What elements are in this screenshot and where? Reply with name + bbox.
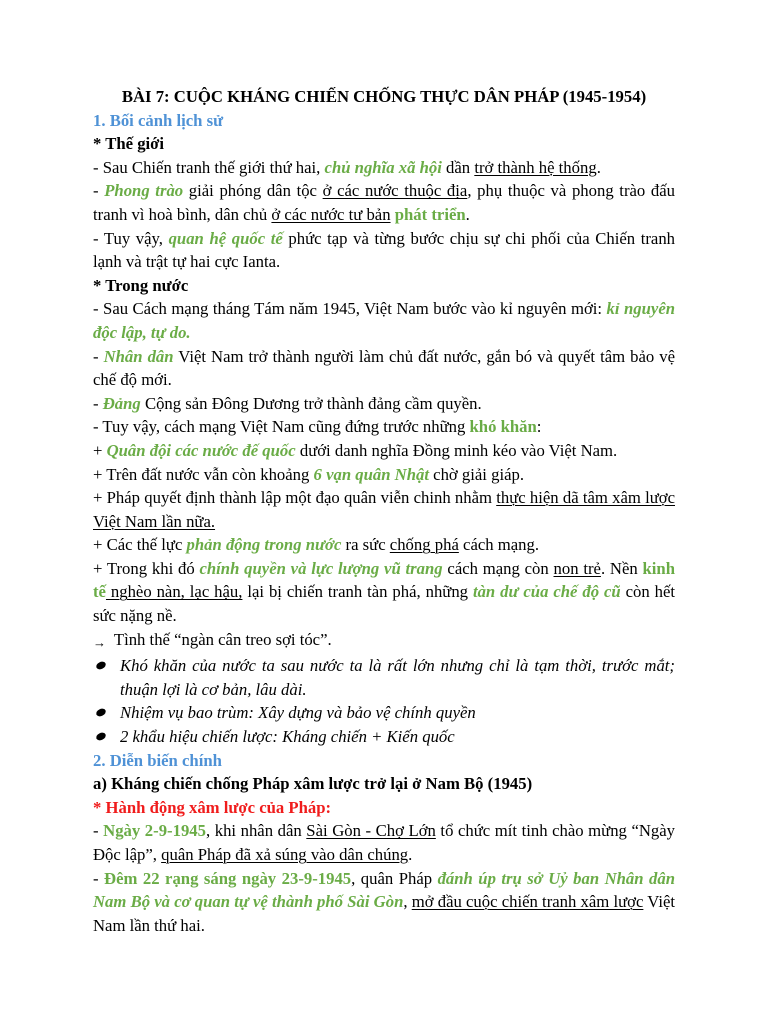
- text-run: 2 khẩu hiệu chiến lược: Kháng chiến + Kiến quốc: [120, 727, 455, 747]
- document-title: [93, 85, 675, 109]
- highlight-term: Đảng: [102, 393, 141, 413]
- text-run: -: [93, 346, 104, 366]
- text-run: Khó khăn của nước ta sau nước ta là rất lớn nhưng chỉ là tạm thời, trước mắt; thuận lợi là cơ bản, lâu dài.: [120, 656, 675, 699]
- underlined-phrase: quân Pháp đã xả súng vào dân chúng: [161, 845, 409, 864]
- highlight-term: Nhân dân: [103, 346, 174, 366]
- highlight-term: kỉ nguyên độc lập, tự do.: [93, 299, 676, 342]
- body-paragraph: [93, 819, 675, 866]
- text-run: +: [93, 440, 107, 460]
- text-run: -: [93, 181, 105, 201]
- text-run: Việt Nam lần thứ hai.: [93, 892, 676, 935]
- text-run: + Trong khi đó: [93, 558, 200, 578]
- text-run: tổ chức mít tinh chào mừng “Ngày Độc lập”,: [93, 821, 676, 864]
- highlight-term: phát triển: [394, 204, 466, 224]
- text-run: giải phóng dân tộc: [183, 181, 323, 201]
- text-run: . Nền: [600, 558, 643, 578]
- text-run: 1. Bối cảnh lịch sử: [93, 110, 224, 130]
- body-paragraph: [93, 439, 675, 463]
- bullet-icon: [95, 731, 107, 742]
- text-run: + Các thế lực: [93, 535, 187, 555]
- body-paragraph: [93, 179, 675, 226]
- text-run: .: [596, 157, 601, 177]
- bullet-icon: [95, 708, 107, 719]
- text-run: ,: [403, 892, 412, 912]
- highlight-term: Đêm 22 rạng sáng ngày 23-9-1945: [104, 868, 352, 888]
- text-run: phức tạp và từng bước chịu sự chi phối của Chiến tranh lạnh và trật tự hai cực Ianta.: [93, 228, 676, 272]
- text-run: - Sau Chiến tranh thế giới thứ hai,: [93, 157, 325, 177]
- text-run: cách mạng còn: [442, 558, 554, 578]
- text-run: - Tuy vậy,: [93, 228, 169, 248]
- text-run: BÀI 7: CUỘC KHÁNG CHIẾN CHỐNG THỰC DÂN PHÁP (1945-1954): [121, 87, 647, 106]
- text-run: , phụ thuộc và phong trào đấu tranh vì hoà bình, dân chủ: [93, 181, 675, 224]
- section-heading: [93, 749, 675, 773]
- body-paragraph: [93, 533, 675, 557]
- text-run: - Sau Cách mạng tháng Tám năm 1945, Việt Nam bước vào kỉ nguyên mới:: [93, 299, 607, 319]
- text-run: * Thế giới: [93, 134, 165, 154]
- highlight-term: chủ nghĩa xã hội: [324, 157, 442, 177]
- text-run: * Trong nước: [93, 275, 189, 295]
- underlined-phrase: nghèo nàn, lạc hậu,: [105, 582, 243, 602]
- body-paragraph: [93, 463, 675, 487]
- subsection-heading: [93, 274, 675, 298]
- highlight-term: phản động trong nước: [186, 535, 342, 555]
- text-run: còn hết sức nặng nề.: [93, 582, 675, 626]
- underlined-phrase: mở đầu cuộc chiến tranh xâm lược: [411, 892, 644, 912]
- subsection-heading: [93, 132, 675, 156]
- underlined-phrase: thực hiện dã tâm xâm lược Việt Nam lần nữa.: [93, 488, 675, 531]
- text-run: Nhiệm vụ bao trùm: Xây dựng và bảo vệ chính quyền: [120, 703, 476, 723]
- alert-heading: [93, 796, 675, 820]
- highlight-term: Phong trào: [104, 181, 184, 201]
- bullet-item: [93, 725, 675, 749]
- text-run: Việt Nam trở thành người làm chủ đất nước, gắn bó và quyết tâm bảo vệ chế độ mới.: [93, 346, 675, 390]
- section-heading: [93, 109, 675, 133]
- highlight-term: Ngày 2-9-1945: [103, 821, 206, 841]
- body-paragraph: [93, 297, 675, 344]
- underlined-phrase: Sài Gòn - Chợ Lớn: [306, 821, 436, 841]
- text-run: -: [93, 868, 105, 888]
- body-paragraph: [93, 557, 675, 628]
- bullet-item: [93, 654, 675, 701]
- text-run: + Pháp quyết định thành lập một đạo quân viễn chinh nhằm: [93, 488, 497, 508]
- body-paragraph: [93, 486, 675, 533]
- highlight-term: 6 vạn quân Nhật: [313, 464, 429, 484]
- body-paragraph: [93, 227, 675, 274]
- text-run: dưới danh nghĩa Đồng minh kéo vào Việt Nam.: [295, 440, 618, 460]
- text-run: :: [536, 417, 542, 437]
- text-run: * Hành động xâm lược của Pháp:: [93, 797, 332, 817]
- body-paragraph: [93, 156, 675, 180]
- text-run: -: [93, 821, 104, 841]
- text-run: Cộng sản Đông Dương trở thành đảng cầm quyền.: [140, 393, 482, 413]
- bullet-icon: [95, 660, 107, 671]
- arrow-icon: →: [93, 634, 106, 650]
- highlight-term: chính quyền và lực lượng vũ trang: [199, 558, 443, 578]
- text-run: Tình thế “ngàn cân treo sợi tóc”.: [110, 629, 332, 649]
- underlined-phrase: chống phá: [389, 535, 459, 555]
- text-run: ra sức: [341, 535, 390, 555]
- highlight-term: kinh tế: [93, 558, 675, 602]
- body-paragraph: [93, 392, 675, 416]
- text-run: dần: [441, 157, 475, 177]
- text-run: a) Kháng chiến chống Pháp xâm lược trở lại ở Nam Bộ (1945): [93, 774, 533, 794]
- underlined-phrase: ở các nước tư bản: [271, 204, 391, 224]
- text-run: -: [93, 393, 103, 413]
- text-run: cách mạng.: [458, 535, 540, 555]
- conclusion-line: [93, 628, 675, 655]
- bullet-item: [93, 701, 675, 725]
- text-run: .: [408, 845, 413, 864]
- text-run: lại bị chiến tranh tàn phá, những: [242, 582, 473, 602]
- text-run: chờ giải giáp.: [429, 464, 525, 484]
- body-paragraph: [93, 867, 675, 938]
- text-run: , khi nhân dân: [205, 821, 307, 841]
- document-body: [93, 85, 675, 937]
- highlight-term: quan hệ quốc tế: [168, 228, 283, 248]
- text-run: - Tuy vậy, cách mạng Việt Nam cũng đứng trước những: [93, 417, 470, 437]
- underlined-phrase: ở các nước thuộc địa: [322, 181, 468, 201]
- body-paragraph: [93, 345, 675, 392]
- text-run: , quân Pháp: [351, 868, 438, 888]
- highlight-term: khó khăn: [469, 417, 537, 437]
- subsection-heading: [93, 772, 675, 796]
- underlined-phrase: non trẻ: [553, 558, 601, 578]
- highlight-term: tàn dư của chế độ cũ: [472, 582, 621, 602]
- underlined-phrase: trở thành hệ thống: [474, 157, 597, 177]
- body-paragraph: [93, 415, 675, 439]
- text-run: .: [465, 204, 470, 224]
- highlight-term: đánh úp trụ sở Uỷ ban Nhân dân Nam Bộ và cơ quan tự vệ thành phố Sài Gòn: [93, 868, 675, 912]
- text-run: + Trên đất nước vẫn còn khoảng: [93, 464, 314, 484]
- highlight-term: Quân đội các nước đế quốc: [106, 440, 296, 460]
- text-run: 2. Diễn biến chính: [93, 750, 222, 770]
